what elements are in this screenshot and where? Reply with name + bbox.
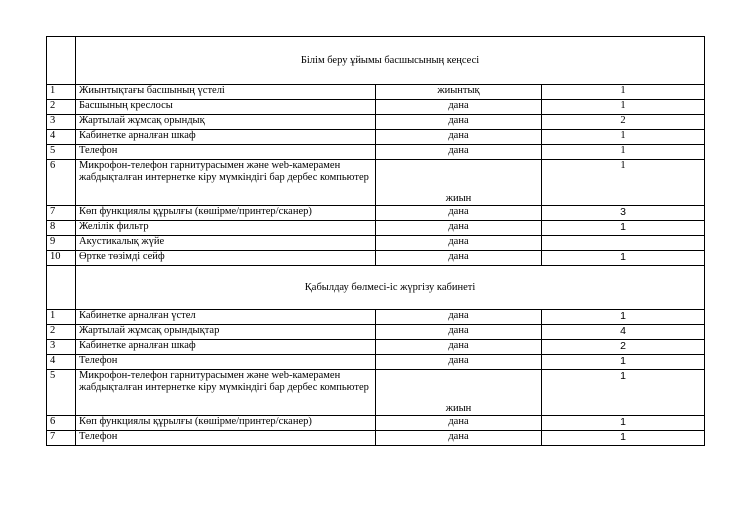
item-quantity: 1 bbox=[542, 310, 705, 325]
table-row bbox=[47, 100, 705, 115]
item-name: Желілік фильтр bbox=[76, 221, 376, 236]
item-quantity bbox=[542, 236, 705, 251]
section-title: Қабылдау бөлмесі-іс жүргізу кабинеті bbox=[76, 266, 705, 310]
item-name: Жартылай жұмсақ орындық bbox=[76, 115, 376, 130]
table-row bbox=[47, 206, 705, 221]
item-quantity: 1 bbox=[542, 130, 705, 145]
row-number: 10 bbox=[47, 251, 76, 266]
table-row bbox=[47, 160, 705, 206]
item-unit: жиынтық bbox=[376, 85, 542, 100]
item-quantity: 1 bbox=[542, 251, 705, 266]
row-number: 4 bbox=[47, 355, 76, 370]
row-number: 7 bbox=[47, 431, 76, 446]
item-name: Микрофон-телефон гарнитурасымен және web-камерамен жабдықталған интернетке кіру мүмкіндігі бар дербес компьютер bbox=[76, 160, 376, 206]
row-number: 2 bbox=[47, 325, 76, 340]
item-quantity: 1 bbox=[542, 355, 705, 370]
item-quantity: 2 bbox=[542, 340, 705, 355]
row-number: 4 bbox=[47, 130, 76, 145]
table-row bbox=[47, 145, 705, 160]
item-name: Микрофон-телефон гарнитурасымен және web-камерамен жабдықталған интернетке кіру мүмкіндігі бар дербес компьютер bbox=[76, 370, 376, 416]
item-quantity: 1 bbox=[542, 100, 705, 115]
item-unit: дана bbox=[376, 130, 542, 145]
row-number: 1 bbox=[47, 85, 76, 100]
row-number: 6 bbox=[47, 416, 76, 431]
item-unit: жиын bbox=[376, 370, 542, 416]
item-quantity: 1 bbox=[542, 416, 705, 431]
row-number: 3 bbox=[47, 115, 76, 130]
item-unit: дана bbox=[376, 100, 542, 115]
table-row bbox=[47, 310, 705, 325]
item-name: Жартылай жұмсақ орындықтар bbox=[76, 325, 376, 340]
item-unit: дана bbox=[376, 251, 542, 266]
equipment-table bbox=[46, 36, 705, 446]
item-unit: дана bbox=[376, 355, 542, 370]
item-unit: дана bbox=[376, 431, 542, 446]
row-number: 5 bbox=[47, 145, 76, 160]
item-name: Өртке төзімді сейф bbox=[76, 251, 376, 266]
item-name: Кабинетке арналған үстел bbox=[76, 310, 376, 325]
item-quantity: 1 bbox=[542, 160, 705, 206]
item-quantity: 1 bbox=[542, 431, 705, 446]
item-unit: дана bbox=[376, 416, 542, 431]
item-unit: дана bbox=[376, 310, 542, 325]
table-row bbox=[47, 416, 705, 431]
item-unit: дана bbox=[376, 115, 542, 130]
item-name: Жиынтықтағы басшының үстелі bbox=[76, 85, 376, 100]
item-unit: дана bbox=[376, 340, 542, 355]
item-unit: жиын bbox=[376, 160, 542, 206]
item-name: Кабинетке арналған шкаф bbox=[76, 130, 376, 145]
item-name: Телефон bbox=[76, 355, 376, 370]
item-name: Акустикалық жүйе bbox=[76, 236, 376, 251]
item-quantity: 2 bbox=[542, 115, 705, 130]
item-quantity: 4 bbox=[542, 325, 705, 340]
table-row bbox=[47, 355, 705, 370]
item-quantity: 1 bbox=[542, 370, 705, 416]
row-number: 9 bbox=[47, 236, 76, 251]
item-name: Басшының креслосы bbox=[76, 100, 376, 115]
section-corner-cell bbox=[47, 37, 76, 85]
row-number: 7 bbox=[47, 206, 76, 221]
item-name: Телефон bbox=[76, 145, 376, 160]
section-corner-cell bbox=[47, 266, 76, 310]
table-row bbox=[47, 221, 705, 236]
table-row bbox=[47, 130, 705, 145]
table-row bbox=[47, 370, 705, 416]
item-name: Телефон bbox=[76, 431, 376, 446]
table-row bbox=[47, 325, 705, 340]
item-name: Көп функциялы құрылғы (көшірме/принтер/сканер) bbox=[76, 416, 376, 431]
item-name: Кабинетке арналған шкаф bbox=[76, 340, 376, 355]
table-row bbox=[47, 85, 705, 100]
item-unit: дана bbox=[376, 206, 542, 221]
section-title: Білім беру ұйымы басшысының кеңсесі bbox=[76, 37, 705, 85]
table-row bbox=[47, 251, 705, 266]
row-number: 8 bbox=[47, 221, 76, 236]
row-number: 6 bbox=[47, 160, 76, 206]
row-number: 3 bbox=[47, 340, 76, 355]
item-quantity: 3 bbox=[542, 206, 705, 221]
table-row bbox=[47, 340, 705, 355]
row-number: 1 bbox=[47, 310, 76, 325]
item-unit: дана bbox=[376, 236, 542, 251]
item-unit: дана bbox=[376, 325, 542, 340]
item-unit: дана bbox=[376, 221, 542, 236]
table-row bbox=[47, 431, 705, 446]
row-number: 5 bbox=[47, 370, 76, 416]
item-quantity: 1 bbox=[542, 221, 705, 236]
item-unit: дана bbox=[376, 145, 542, 160]
table-row bbox=[47, 236, 705, 251]
item-quantity: 1 bbox=[542, 145, 705, 160]
item-name: Көп функциялы құрылғы (көшірме/принтер/сканер) bbox=[76, 206, 376, 221]
row-number: 2 bbox=[47, 100, 76, 115]
item-quantity: 1 bbox=[542, 85, 705, 100]
table-row bbox=[47, 115, 705, 130]
